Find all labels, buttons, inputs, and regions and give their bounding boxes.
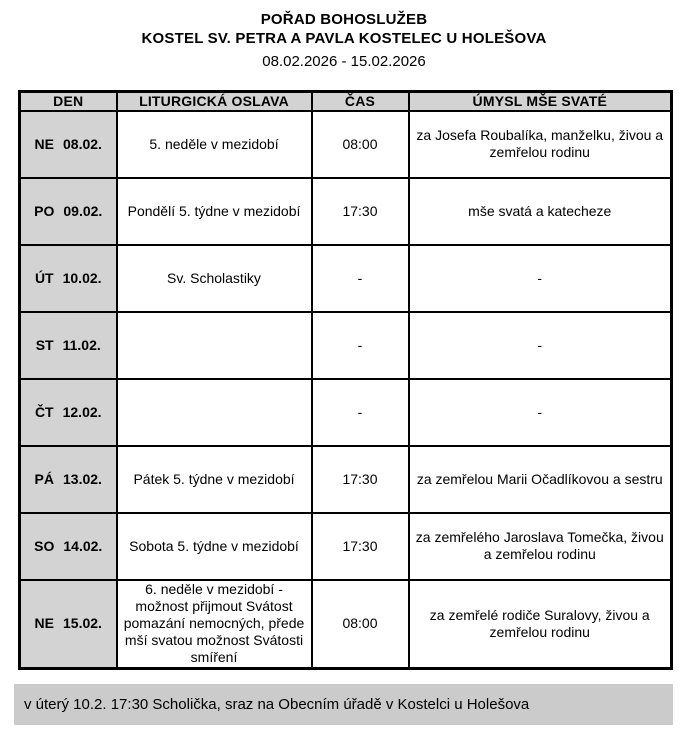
- day-abbr: NE: [34, 615, 54, 632]
- time-cell: 17:30: [312, 178, 409, 245]
- day-abbr: ST: [35, 336, 54, 353]
- table-row: [20, 245, 672, 312]
- day-date: 15.02.: [63, 615, 102, 632]
- col-header-liturgicka-oslava: LITURGICKÁ OSLAVA: [117, 92, 312, 111]
- day-abbr: SO: [34, 537, 55, 554]
- celebration-cell: [117, 379, 312, 446]
- day-cell: [20, 379, 117, 446]
- schedule-table: [18, 90, 673, 670]
- title-block: [0, 0, 688, 71]
- table-row: [20, 379, 672, 446]
- intention-cell: -: [409, 379, 672, 446]
- page-subtitle: KOSTEL SV. PETRA A PAVLA KOSTELEC U HOLEŠOVA: [141, 30, 547, 47]
- day-abbr: PÁ: [34, 470, 54, 487]
- day-cell: [20, 513, 117, 580]
- footer-note: v úterý 10.2. 17:30 Scholička, sraz na Obecním úřadě v Kostelci u Holešova: [14, 684, 673, 725]
- intention-cell: za Josefa Roubalíka, manželku, živou a zemřelou rodinu: [409, 111, 672, 178]
- day-date: 12.02.: [62, 403, 102, 420]
- day-date: 08.02.: [63, 135, 102, 152]
- celebration-cell: [117, 312, 312, 379]
- col-header-umysl-mse-svate: ÚMYSL MŠE SVATÉ: [409, 92, 672, 111]
- day-date: 13.02.: [63, 470, 102, 487]
- time-cell: -: [312, 245, 409, 312]
- celebration-cell: 5. neděle v mezidobí: [117, 111, 312, 178]
- celebration-cell: Sobota 5. týdne v mezidobí: [117, 513, 312, 580]
- intention-cell: za zemřelé rodiče Suralovy, živou a zemřelou rodinu: [409, 580, 672, 669]
- time-cell: 17:30: [312, 446, 409, 513]
- table-row: [20, 312, 672, 379]
- day-cell: [20, 111, 117, 178]
- day-date: 09.02.: [63, 202, 103, 219]
- intention-cell: -: [409, 312, 672, 379]
- col-header-cas: ČAS: [312, 92, 409, 111]
- page-title: POŘAD BOHOSLUŽEB: [260, 11, 428, 28]
- time-cell: -: [312, 379, 409, 446]
- table-header-row: [20, 92, 672, 111]
- date-range: 08.02.2026 - 15.02.2026: [262, 53, 426, 70]
- day-cell: [20, 178, 117, 245]
- celebration-cell: Pondělí 5. týdne v mezidobí: [117, 178, 312, 245]
- intention-cell: za zemřelou Marii Očadlíkovou a sestru: [409, 446, 672, 513]
- intention-cell: -: [409, 245, 672, 312]
- col-header-den: DEN: [20, 92, 117, 111]
- table-row: [20, 446, 672, 513]
- day-abbr: PO: [34, 202, 55, 219]
- day-abbr: ÚT: [34, 269, 54, 286]
- day-cell: [20, 446, 117, 513]
- day-date: 10.02.: [62, 269, 102, 286]
- table-row: [20, 111, 672, 178]
- day-cell: [20, 245, 117, 312]
- time-cell: 08:00: [312, 580, 409, 669]
- table-row: [20, 178, 672, 245]
- celebration-cell: Sv. Scholastiky: [117, 245, 312, 312]
- celebration-cell: 6. neděle v mezidobí - možnost přijmout Svátost pomazání nemocných, přede mší svatou možnost Svátosti smíření: [117, 580, 312, 669]
- day-cell: [20, 312, 117, 379]
- day-abbr: ČT: [34, 403, 54, 420]
- intention-cell: za zemřelého Jaroslava Tomečka, živou a zemřelou rodinu: [409, 513, 672, 580]
- intention-cell: mše svatá a katecheze: [409, 178, 672, 245]
- day-date: 14.02.: [63, 537, 103, 554]
- time-cell: 08:00: [312, 111, 409, 178]
- day-cell: [20, 580, 117, 669]
- table-row: [20, 513, 672, 580]
- celebration-cell: Pátek 5. týdne v mezidobí: [117, 446, 312, 513]
- time-cell: 17:30: [312, 513, 409, 580]
- day-date: 11.02.: [62, 336, 101, 353]
- table-row: [20, 580, 672, 669]
- day-abbr: NE: [34, 135, 54, 152]
- time-cell: -: [312, 312, 409, 379]
